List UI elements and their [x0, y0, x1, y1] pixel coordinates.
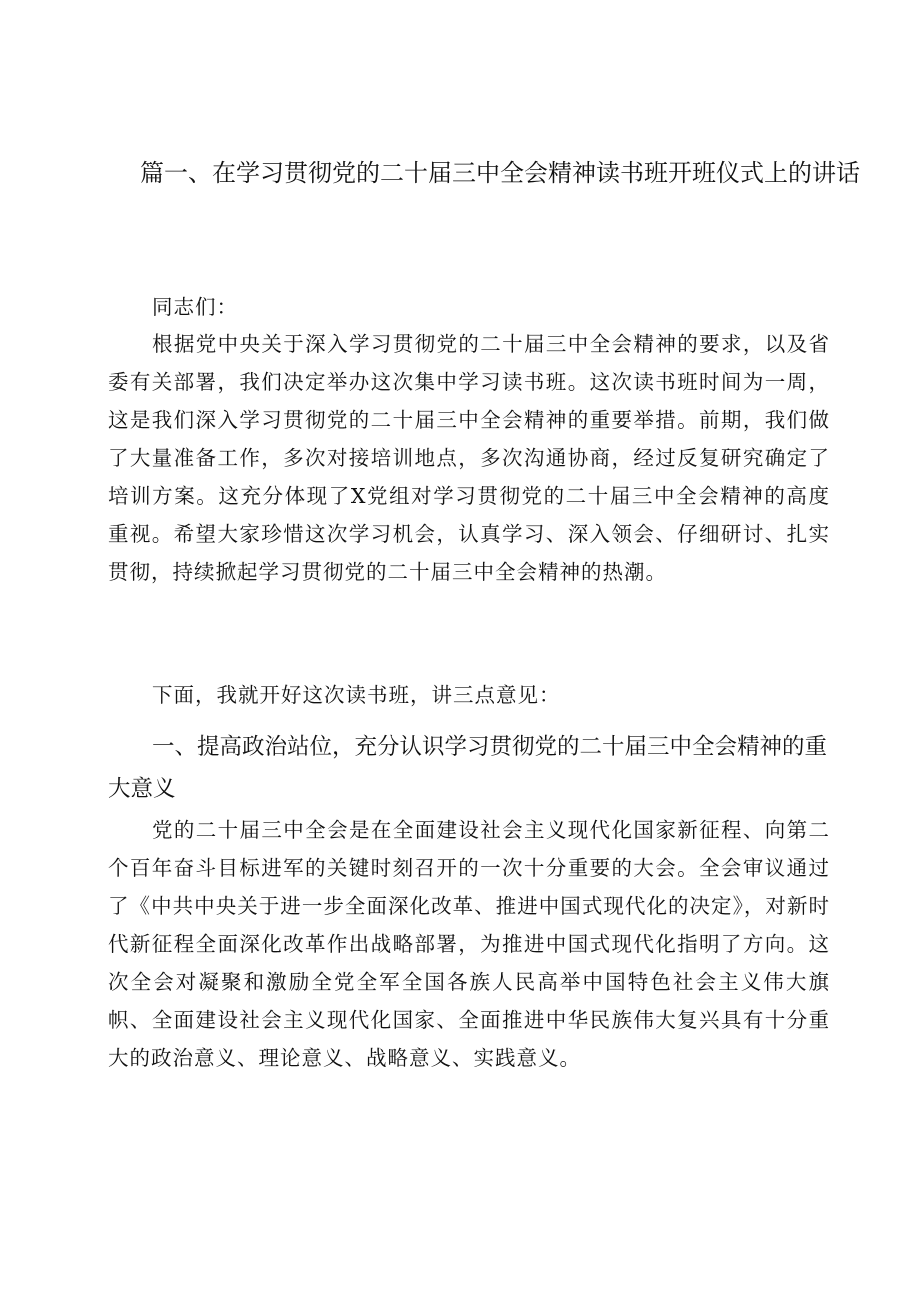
document-title: 篇一、在学习贯彻党的二十届三中全会精神读书班开班仪式上的讲话 [140, 159, 860, 187]
paragraph-significance: 党的二十届三中全会是在全面建设社会主义现代化国家新征程、向第二个百年奋斗目标进军的关键时刻召开的一次十分重要的大会。全会审议通过了《中共中央关于进一步全面深化改革、推进中国式现代化的决定》，对新时代新征程全面深化改革作出战略部署，为推进中国式现代化指明了方向。这次全会对凝聚和激励全党全军全国各族人民高举中国特色社会主义伟大旗帜、全面建设社会主义现代化国家、全面推进中华民族伟大复兴具有十分重大的政治意义、理论意义、战略意义、实践意义。 [108, 818, 830, 1070]
paragraph-intro: 根据党中央关于深入学习贯彻党的二十届三中全会精神的要求，以及省委有关部署，我们决定举办这次集中学习读书班。这次读书班时间为一周，这是我们深入学习贯彻党的二十届三中全会精神的重要举措。前期，我们做了大量准备工作，多次对接培训地点，多次沟通协商，经过反复研究确定了培训方案。这充分体现了X党组对学习贯彻党的二十届三中全会精神的高度重视。希望大家珍惜这次学习机会，认真学习、深入领会、仔细研讨、扎实贯彻，持续掀起学习贯彻党的二十届三中全会精神的热潮。 [108, 332, 830, 584]
paragraph-transition: 下面，我就开好这次读书班，讲三点意见： [152, 683, 561, 707]
salutation: 同志们： [152, 295, 238, 319]
section-heading-1: 一、提高政治站位，充分认识学习贯彻党的二十届三中全会精神的重大意义 [108, 734, 828, 802]
